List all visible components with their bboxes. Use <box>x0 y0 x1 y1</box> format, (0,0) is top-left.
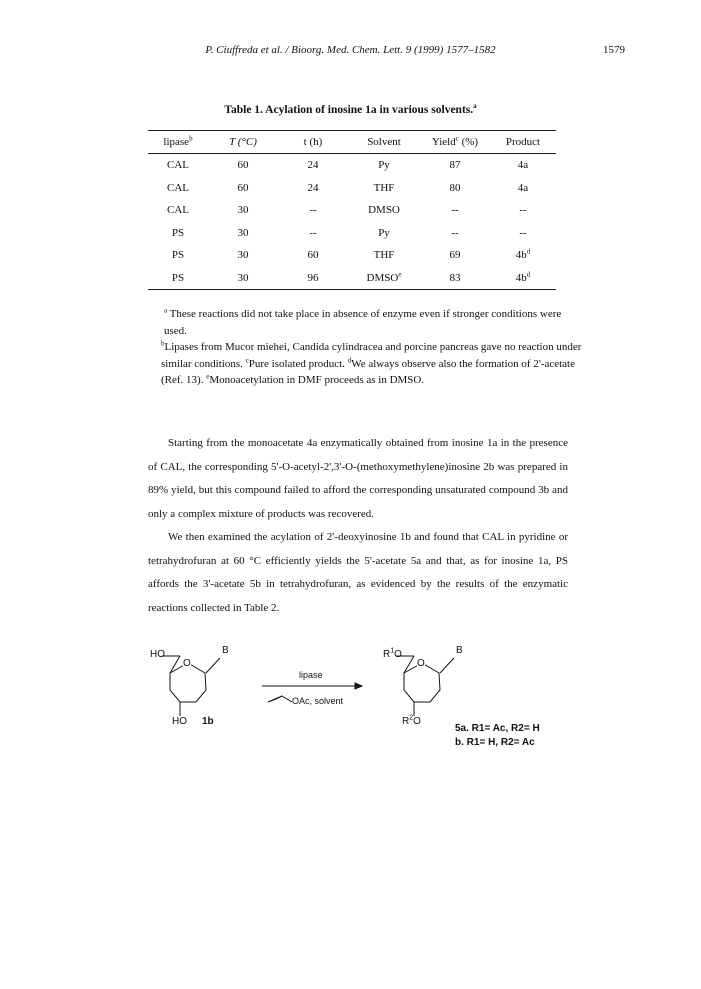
product-top-group: $R^1O$ <box>383 647 402 660</box>
reactant-top-group: HO <box>150 649 165 660</box>
footnote-a: $^a$ These reactions did not take place in absence of enzyme even if stronger conditions were used. <box>164 306 562 337</box>
paragraph-1: Starting from the monoacetate 4a enzymatically obtained from inosine 1a in the presence of CAL, the corresponding 5'-O-acetyl-2',3'-O-(methoxymethylene)inosine 2b was prepared in 89% yield, but this compound failed to afford the corresponding unsaturated compound 3b and only a complex mixture of products was recovered. <box>148 437 568 520</box>
table-1 <box>148 130 556 290</box>
reactant-base: B <box>222 645 229 656</box>
product-label-5a: 5a. R1= Ac, R2= H <box>455 723 540 734</box>
page-number: 1579 <box>603 44 625 56</box>
col-lipase: lipase$^b$ <box>148 131 208 154</box>
product-bottom-group: $R^2O$ <box>402 714 421 727</box>
table-row: PS 30 96 DMSO$^e$ 83 $4b^d$ <box>148 267 556 290</box>
arrow-reagent-above: lipase <box>299 670 323 680</box>
reactant-ring-oxygen: O <box>183 658 191 669</box>
table-row: PS 30 -- Py -- -- <box>171 226 527 239</box>
product-base: B <box>456 645 463 656</box>
paragraph-2: We then examined the acylation of 2'-deoxyinosine 1b and found that CAL in pyridine or tetrahydrofuran at 60 °C efficiently yields the 5'-acetate 5a and that, as for inosine 1a, PS affords the 3'-acetate 5b in tetrahydrofuran, as evidenced by the results of the enzymatic reactions collected in Table 2. <box>148 531 568 614</box>
table-row: CAL 60 24 THF 80 4a <box>167 181 529 194</box>
table-header-row <box>148 131 556 154</box>
product-label-5b: b. R1= H, R2= Ac <box>455 737 535 748</box>
table-row: CAL 60 24 Py 87 4a <box>167 159 529 172</box>
body-text <box>148 432 568 620</box>
col-product: Product <box>490 131 556 154</box>
table-caption-text: Table 1. Acylation of inosine 1a in various solvents. <box>224 104 474 116</box>
col-solvent: Solvent <box>348 131 420 154</box>
reaction-scheme <box>150 640 570 750</box>
table-caption <box>0 104 701 116</box>
caption-footnote-mark: a <box>473 102 477 111</box>
journal-citation: P. Ciuffreda et al. / Bioorg. Med. Chem. Lett. 9 (1999) 1577–1582 <box>205 44 496 56</box>
col-temperature: T (°C) <box>208 131 278 154</box>
reactant-bottom-group: HO <box>172 716 187 727</box>
table-row: CAL 30 -- DMSO -- -- <box>167 204 527 217</box>
product-ring-oxygen: O <box>417 658 425 669</box>
arrow-reagent-below: OAc, solvent <box>292 696 344 706</box>
footnote-b-c-d-e: $^b$Lipases from Mucor miehei, Candida cylindracea and porcine pancreas gave no reaction under similar conditions. $^c$Pure isolated product. $^d$We always observe also the formation of 2'-acetate (Ref. 13). $^e$Monoacetylation in DMF proceeds as in DMSO. <box>161 339 582 386</box>
col-yield: Yield$^c$ (%) <box>420 131 490 154</box>
reactant-compound-label: 1b <box>202 716 214 727</box>
table-row: PS 30 60 THF 69 $4b^d$ <box>171 247 531 262</box>
table-footnotes <box>161 306 584 389</box>
col-time: t (h) <box>278 131 348 154</box>
